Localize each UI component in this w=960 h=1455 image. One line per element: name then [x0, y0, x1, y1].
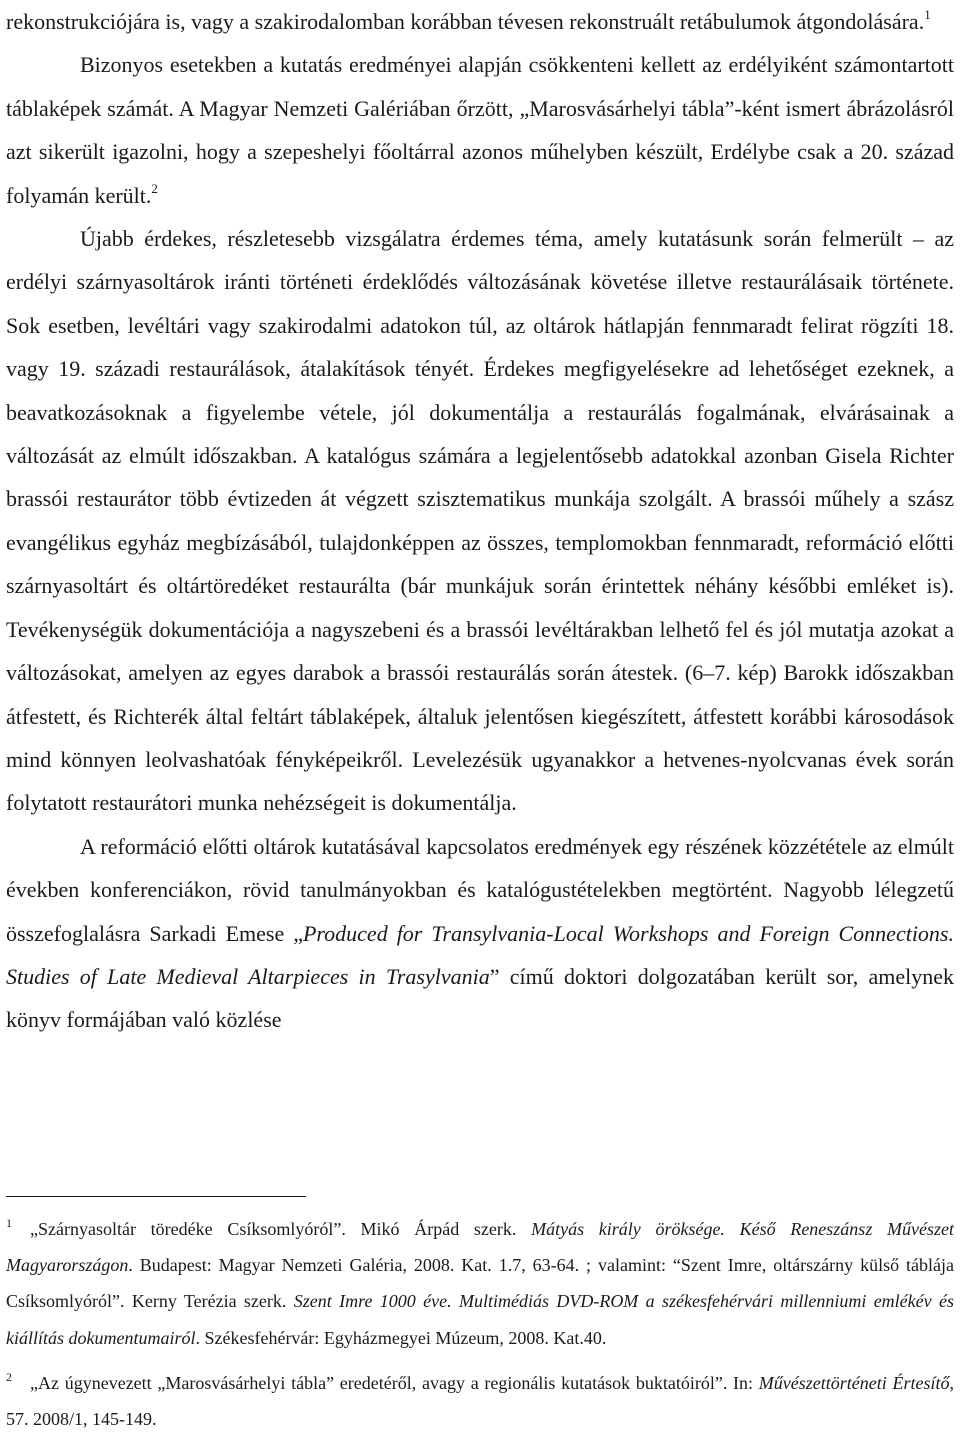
- footnote-text: „Az úgynevezett „Marosvásárhelyi tábla” eredetéről, avagy a regionális kutatások buktatóiról”. In:: [30, 1372, 759, 1393]
- body-text: [6, 0, 954, 1042]
- paragraph-1-text: rekonstrukciójára is, vagy a szakirodalomban korábban tévesen rekonstruált retábulumok átgondolására.: [6, 9, 925, 34]
- footnote-number: 1: [6, 1216, 12, 1230]
- footnote-ref-2[interactable]: 2: [151, 180, 158, 196]
- paragraph-4: [6, 825, 954, 1042]
- paragraph-4-lead: A reformáció előtti oltárok kutatásával kapcsolatos eredmények egy részének közzététele az elmúlt években konferenciákon, rövid tanulmányokban és katalógustételekben megtörtént. Nagyobb lélegzetű összefoglalásra Sarkadi Emese „: [6, 833, 954, 946]
- footnote-number: 2: [6, 1369, 12, 1384]
- paragraph-3: [6, 217, 954, 825]
- footnote-text: . Budapest: Magyar Nemzeti Galéria, 2008. Kat. 1.7, 63-64. ; valamint: “Szent Imre, oltárszárny külső táblája Csíksomlyóról”. Kerny Terézia szerk.: [6, 1255, 954, 1312]
- dissertation-title: Produced for Transylvania-Local Workshops and Foreign Connections. Studies of Late Medieval Altarpieces in Trasylvania: [6, 920, 954, 989]
- paragraph-1: [6, 0, 954, 43]
- footnote-text: . Székesfehérvár: Egyházmegyei Múzeum, 2008. Kat.40.: [195, 1327, 607, 1348]
- footnote-list: [6, 1211, 954, 1437]
- paragraph-3-text: Újabb érdekes, részletesebb vizsgálatra érdemes téma, amely kutatásunk során felmerült – az erdélyi szárnyasoltárok iránti történeti érdeklődés változásának követése illetve restaurálásaik története. Sok esetben, levéltári vagy szakirodalmi adatokon túl, az oltárok hátlapján fennmaradt felirat rögzíti 18. vagy 19. századi restaurálások, átalakítások tényét. Érdekes megfigyelésekre ad lehetőséget ezeknek, a beavatkozásoknak a figyelembe vétele, jól dokumentálja a restaurálás fogalmának, elvárásainak a változását az elmúlt időszakban. A katalógus számára a legjelentősebb adatokkal azonban Gisela Richter brassói restaurátor több évtizeden át végzett szisztematikus munkája szolgált. A brassói műhely a szász evangélikus egyház megbízásából, tulajdonképpen az összes, templomokban fennmaradt, reformáció előtti szárnyasoltárt és oltártöredéket restaurálta (bár munkájuk során érintettek néhány későbbi emléket is). Tevékenységük dokumentációja a nagyszebeni és a brassói levéltárakban lelhető fel és jól mutatja azokat a változásokat, amelyen az egyes darabok a brassói restaurálás során átestek. (6–7. kép) Barokk időszakban átfestett, és Richterék által feltárt táblaképek, általuk jelentősen kiegészített, átfestett korábbi károsodások mind könnyen leolvashatóak fényképeikről. Levelezésük ugyanakkor a hetvenes-nyolcvanas évek során folytatott restaurátori munka nehézségeit is dokumentálja.: [6, 226, 954, 816]
- footnote-italic-title: Szent Imre 1000 éve. Multimédiás DVD-ROM a székesfehérvári millenniumi emlékév és kiállítás dokumentumairól: [6, 1291, 954, 1348]
- footnote-italic-title: Mátyás király öröksége. Késő Reneszánsz Művészet Magyarországon: [6, 1219, 954, 1276]
- paragraph-2-text: Bizonyos esetekben a kutatás eredményei alapján csökkenteni kellett az erdélyiként számontartott táblaképek számát. A Magyar Nemzeti Galériában őrzött, „Marosvásárhelyi tábla”-ként ismert ábrázolásról azt sikerült igazolni, hogy a szepeshelyi főoltárral azonos műhelyben készült, Erdélybe csak a 20. század folyamán került.: [6, 52, 954, 208]
- footnotes-section: [6, 1196, 954, 1437]
- footnote-text: , 57. 2008/1, 145-149.: [6, 1372, 954, 1430]
- paragraph-2: [6, 43, 954, 217]
- footnote-2: [6, 1365, 954, 1437]
- footnote-ref-1[interactable]: 1: [924, 7, 931, 22]
- footnote-text: „Szárnyasoltár töredéke Csíksomlyóról”. Mikó Árpád szerk.: [30, 1219, 532, 1239]
- footnote-italic-title: Művészettörténeti Értesítő: [758, 1372, 950, 1393]
- document-page: [6, 0, 954, 1042]
- paragraph-4-tail: ” című doktori dolgozatában került sor, amelynek könyv formájában való közlése: [6, 963, 954, 1033]
- footnote-divider: [6, 1196, 306, 1197]
- footnote-1: [6, 1211, 954, 1356]
